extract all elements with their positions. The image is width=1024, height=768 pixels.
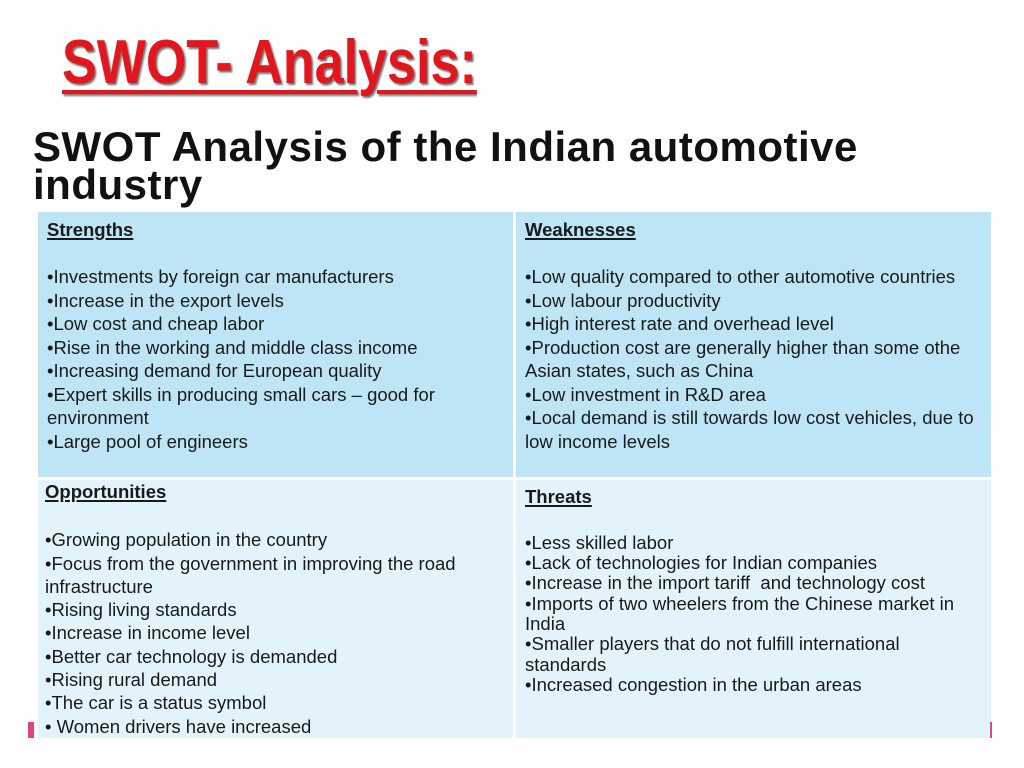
strength-item: •Investments by foreign car manufacturers [47, 266, 394, 287]
opportunity-item: •The car is a status symbol [45, 692, 267, 714]
slide-subtitle: SWOT Analysis of the Indian automotive industry [33, 123, 858, 208]
threats-cell [516, 480, 991, 738]
weaknesses-heading: Weaknesses [525, 219, 636, 240]
strength-item: •Large pool of engineers [47, 430, 248, 452]
weaknesses-cell [516, 212, 991, 477]
opportunities-cell [38, 480, 513, 738]
opportunity-item: •Rising rural demand [45, 669, 218, 691]
strength-item: •Low cost and cheap labor [47, 313, 265, 334]
strengths-heading: Strengths [47, 219, 134, 240]
threat-item: •Imports of two wheelers from the Chinese market in India [525, 592, 960, 634]
threat-item: •Increase in the import tariff and technology cost [525, 572, 925, 594]
strength-item: •Rise in the working and middle class income [47, 336, 418, 358]
opportunities-heading: Opportunities [45, 481, 167, 502]
opportunity-item: •Focus from the government in improving the road infrastructure [45, 552, 461, 597]
opportunity-item: •Rising living standards [45, 599, 237, 621]
opportunity-item: •Growing population in the country [45, 529, 328, 551]
opportunity-item: •Increase in income level [45, 622, 250, 644]
weakness-item: •Production cost are generally higher than some othe Asian states, such as China [525, 336, 965, 381]
strengths-list [47, 265, 501, 453]
slide-frame-accent-left [28, 722, 34, 738]
strength-item: •Expert skills in producing small cars – good for environment [47, 383, 441, 428]
threat-item: •Less skilled labor [525, 531, 674, 553]
threat-item: •Lack of technologies for Indian companies [525, 552, 878, 574]
weakness-item: •Low labour productivity [525, 289, 721, 311]
weakness-item: •Low quality compared to other automotive countries [525, 266, 956, 287]
swot-table [38, 212, 991, 738]
weakness-item: •High interest rate and overhead level [525, 313, 834, 334]
threat-item: •Smaller players that do not fulfill international standards [525, 633, 905, 675]
weakness-item: •Local demand is still towards low cost vehicles, due to low income levels [525, 407, 979, 452]
opportunities-list [45, 528, 501, 738]
slide-frame-accent-right [990, 722, 992, 738]
strengths-cell [38, 212, 513, 477]
strength-item: •Increasing demand for European quality [47, 360, 382, 381]
slide-title: SWOT- Analysis: [62, 28, 477, 97]
opportunity-item: • Women drivers have increased [45, 715, 312, 737]
strength-item: •Increase in the export levels [47, 289, 284, 311]
weakness-item: •Low investment in R&D area [525, 383, 766, 405]
threats-list [525, 533, 965, 695]
threats-heading: Threats [525, 486, 592, 507]
opportunity-item: •Better car technology is demanded [45, 645, 338, 667]
weaknesses-list [525, 265, 979, 453]
threat-item: •Increased congestion in the urban areas [525, 673, 862, 695]
